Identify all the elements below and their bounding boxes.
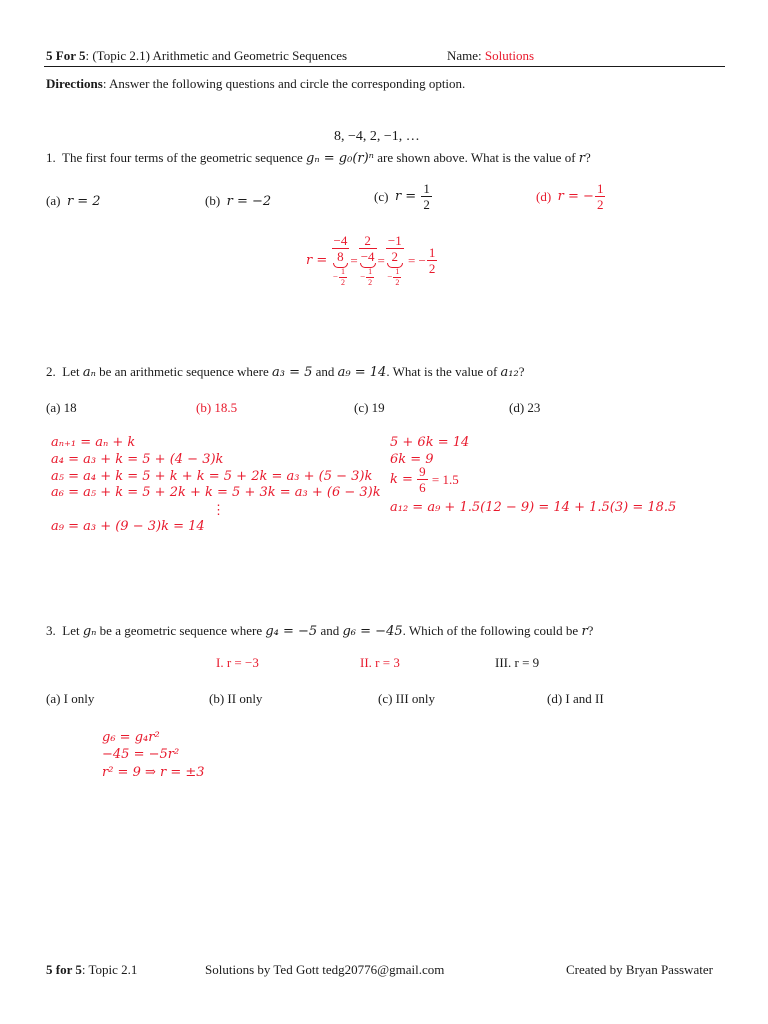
q2-number: 2. — [46, 364, 56, 379]
footer-topic: : Topic 2.1 — [81, 962, 138, 977]
q1-work-frac-2: 2 −4 − $\frac{1}{2}$ — [360, 233, 375, 287]
q2-text-2: be an arithmetic sequence where — [95, 364, 272, 379]
q1-formula: gₙ = g₀(r)ⁿ — [306, 151, 374, 166]
q3-text-1: Let — [62, 623, 83, 638]
header-rule — [44, 66, 725, 67]
q2-a9: a₉ = 14 — [337, 365, 387, 380]
q2-text-3: and — [312, 364, 338, 379]
q2-work-left-4: a₆ = a₅ + k = 5 + 2k + k = 5 + 3k = a₃ + (6 − 3)k — [51, 485, 381, 500]
footer-center: Solutions by Ted Gott tedg20776@gmail.com — [205, 962, 445, 977]
q3-option-b[interactable]: (b) II only — [209, 691, 263, 706]
q2-a12: a₁₂ — [500, 365, 519, 380]
q3-text-5: ? — [587, 623, 594, 638]
q3-gn: gₙ — [82, 624, 97, 639]
directions-text: : Answer the following questions and circle the corresponding option. — [102, 76, 466, 91]
q2-k-suffix: = 1.5 — [431, 472, 459, 487]
q3-roman-i: I. r = −3 — [216, 655, 259, 670]
name-value: Solutions — [484, 48, 535, 63]
q1-option-a-label: (a) — [46, 193, 61, 208]
q3-g6: g₆ = −45 — [342, 624, 403, 639]
q3-text-3: and — [317, 623, 343, 638]
q1-option-d-label: (d) — [536, 189, 552, 204]
q1-option-d[interactable] — [536, 182, 606, 211]
q3-text-2: be a geometric sequence where — [96, 623, 266, 638]
q3-option-c[interactable]: (c) III only — [378, 691, 436, 706]
q2-k-fraction: $\frac{9}{6}$ — [419, 464, 426, 495]
q1-option-c-fraction: $\frac{1}{2}$ — [423, 181, 430, 212]
q3-g4: g₄ = −5 — [265, 624, 318, 639]
header-title — [46, 49, 347, 62]
header-name — [447, 49, 534, 62]
q1-option-d-fraction: $\frac{1}{2}$ — [596, 181, 604, 212]
q3-option-d[interactable]: (d) I and II — [547, 691, 604, 706]
name-label: Name: — [447, 48, 485, 63]
q2-text-5: ? — [518, 364, 525, 379]
q3-roman-iii: III. r = 9 — [495, 655, 540, 670]
q2-work-left-3: a₅ = a₄ + k = 5 + k + k = 5 + 2k = a₃ + (5 − 3)k — [51, 469, 373, 484]
q2-a3: a₃ = 5 — [272, 365, 313, 380]
q1-option-d-prefix: r = − — [557, 189, 594, 204]
q3-var: r — [581, 624, 588, 639]
q1-option-c-label: (c) — [374, 189, 389, 204]
q2-work-right-2: 6k = 9 — [390, 452, 434, 467]
q1-text-end: ? — [585, 150, 591, 165]
q3-text-4: . Which of the following could be — [402, 623, 582, 638]
q2-text-4: . What is the value of — [386, 364, 501, 379]
footer-series: 5 for 5 — [46, 962, 82, 977]
q2-work-left-2: a₄ = a₃ + k = 5 + (4 − 3)k — [51, 452, 224, 467]
q1-option-a-value: r = 2 — [66, 194, 101, 209]
q1-option-b-value: r = −2 — [226, 194, 272, 209]
q3-number: 3. — [46, 623, 56, 638]
q2-k-prefix: k = — [390, 472, 413, 487]
q2-text-1: Let — [62, 364, 83, 379]
q2-work-right-1: 5 + 6k = 14 — [390, 435, 470, 450]
q2-prompt — [46, 365, 525, 379]
footer-left — [46, 963, 137, 976]
q2-option-b[interactable]: (b) 18.5 — [196, 400, 238, 415]
q1-number: 1. — [46, 150, 56, 165]
q1-work-result-prefix: = − — [407, 253, 426, 268]
header-topic: : (Topic 2.1) Arithmetic and Geometric Sequences — [85, 48, 348, 63]
q3-option-a[interactable]: (a) I only — [46, 691, 95, 706]
header-series: 5 For 5 — [46, 48, 86, 63]
q1-work-result: $\frac{1}{2}$ — [428, 245, 436, 276]
q2-option-a[interactable]: (a) 18 — [46, 400, 77, 415]
q2-work-left-vdots: ⋮ — [212, 502, 225, 517]
q1-work-frac-3: −1 2 − $\frac{1}{2}$ — [387, 233, 402, 287]
footer-right: Created by Bryan Passwater — [566, 962, 713, 977]
q2-an: aₙ — [82, 365, 96, 380]
q2-work-left-1: aₙ₊₁ = aₙ + k — [51, 435, 136, 450]
q1-option-c[interactable] — [374, 182, 433, 211]
q2-work-left-6: a₉ = a₃ + (9 − 3)k = 14 — [51, 519, 205, 534]
q1-work — [306, 234, 438, 287]
q2-option-d[interactable]: (d) 23 — [509, 400, 541, 415]
q3-roman-ii: II. r = 3 — [360, 655, 400, 670]
q1-work-eq-1: = — [350, 253, 358, 268]
q3-work-1: g₆ = g₄r² — [102, 730, 160, 745]
directions-label: Directions — [46, 76, 103, 91]
q1-var: r — [578, 151, 585, 166]
q3-work-3: r² = 9 ⇒ r = ±3 — [102, 765, 205, 780]
q1-text-after: are shown above. What is the value of — [373, 150, 579, 165]
q1-sequence: 8, −4, 2, −1, … — [334, 129, 420, 144]
q1-work-r: r = — [306, 253, 328, 268]
q1-option-c-prefix: r = — [394, 189, 421, 204]
q3-work-2: −45 = −5r² — [102, 747, 180, 762]
q2-option-c[interactable]: (c) 19 — [354, 400, 385, 415]
q2-work-right-3 — [390, 465, 459, 494]
q1-work-frac-1: −4 8 − $\frac{1}{2}$ — [332, 233, 348, 287]
q1-work-eq-2: = — [377, 253, 385, 268]
q3-prompt — [46, 624, 593, 638]
q1-option-a[interactable] — [46, 194, 101, 208]
directions — [46, 77, 465, 90]
q1-option-b-label: (b) — [205, 193, 221, 208]
q1-prompt — [46, 151, 591, 165]
q2-work-right-4: a₁₂ = a₉ + 1.5(12 − 9) = 14 + 1.5(3) = 18.5 — [390, 500, 677, 515]
q1-option-b[interactable] — [205, 194, 271, 208]
q1-text-before: The first four terms of the geometric sequence — [62, 150, 307, 165]
